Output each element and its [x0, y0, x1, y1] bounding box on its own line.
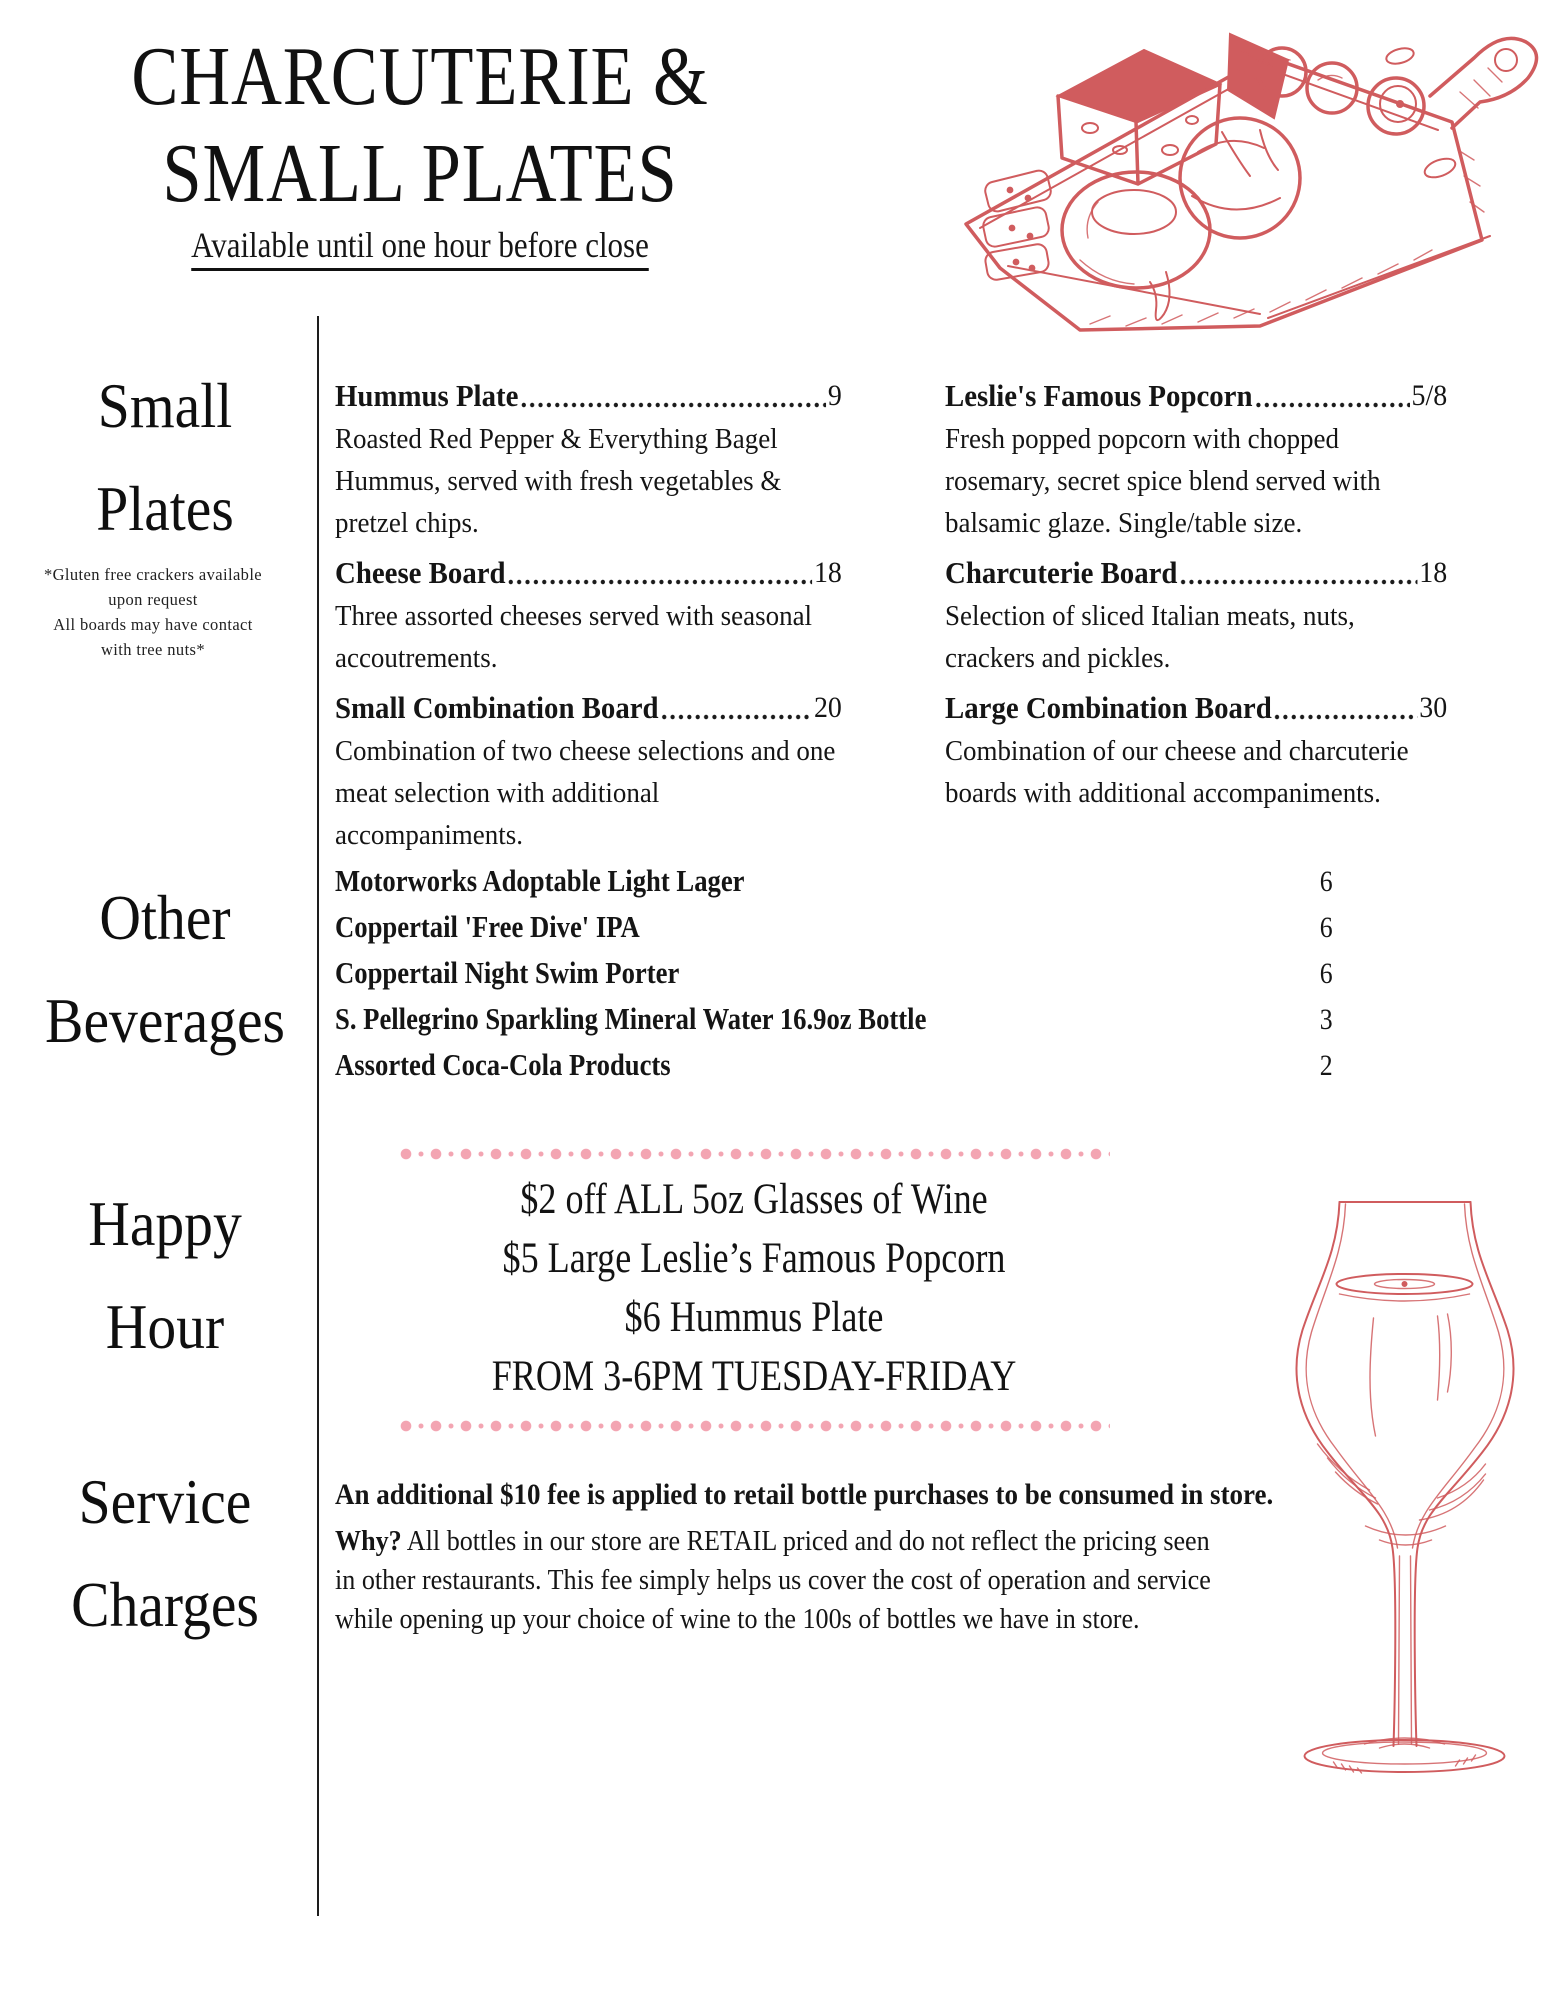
- service-fee-statement: An additional $10 fee is applied to retail bottle purchases to be consumed in store.: [335, 1478, 1274, 1511]
- beverage-price: 2: [1319, 1049, 1333, 1082]
- section-label-service-charges: [44, 1450, 287, 1656]
- menu-item-name: Charcuterie Board: [945, 555, 1178, 590]
- menu-item-price: 9: [827, 379, 842, 412]
- vertical-divider: [317, 316, 319, 1916]
- beverage-row: [335, 996, 1333, 1042]
- menu-column-right: [945, 376, 1447, 823]
- menu-item-head: [335, 553, 842, 593]
- menu-item-price: 30: [1419, 691, 1448, 724]
- label-line: Plates: [96, 473, 234, 544]
- beverage-name: Coppertail 'Free Dive' IPA: [335, 909, 640, 944]
- note-line: upon request: [108, 590, 198, 609]
- menu-item-price: 18: [813, 556, 842, 589]
- menu-item-description: Three assorted cheeses served with seasonal accoutrements.: [335, 600, 813, 674]
- menu-item-head: [945, 376, 1447, 416]
- why-label: Why?: [335, 1525, 402, 1557]
- menu-item-description: Roasted Red Pepper & Everything Bagel Hummus, served with fresh vegetables & pretzel chips.: [335, 423, 782, 539]
- service-charges-section: [335, 1472, 1325, 1639]
- beverage-name: Assorted Coca-Cola Products: [335, 1047, 671, 1082]
- menu-item-name: Small Combination Board: [335, 690, 659, 725]
- menu-item-description: Combination of two cheese selections and one meat selection with additional accompaniments.: [335, 735, 836, 851]
- menu-item-name: Hummus Plate: [335, 378, 519, 413]
- menu-item: [335, 553, 842, 679]
- dotted-leader: [661, 713, 812, 721]
- charcuterie-board-illustration: [930, 0, 1545, 335]
- dotted-leader: [1275, 713, 1418, 721]
- title-line-1: CHARCUTERIE &: [131, 30, 709, 123]
- dotted-divider-top: [398, 1146, 1110, 1162]
- menu-item: [945, 553, 1447, 679]
- wine-glass-illustration: [1286, 1196, 1524, 1796]
- page-title: [109, 28, 731, 222]
- section-label-other-beverages: [44, 866, 287, 1072]
- label-line: Hour: [105, 1291, 225, 1362]
- availability-text: Available until one hour before close: [191, 225, 649, 271]
- menu-item-name: Large Combination Board: [945, 690, 1272, 725]
- menu-item: [945, 688, 1447, 814]
- beverage-row: [335, 858, 1333, 904]
- menu-item: [335, 376, 842, 544]
- beverage-row: [335, 1042, 1333, 1088]
- note-line: All boards may have contact: [53, 615, 253, 634]
- menu-item-head: [945, 553, 1447, 593]
- happy-hour-panel: [398, 1146, 1110, 1434]
- beverage-row: [335, 950, 1333, 996]
- beverage-price: 6: [1319, 957, 1333, 990]
- section-label-small-plates: [44, 354, 287, 560]
- label-line: Small: [97, 370, 233, 441]
- note-line: *Gluten free crackers available: [43, 565, 263, 584]
- menu-item: [945, 376, 1447, 544]
- happy-hour-line: $5 Large Leslie’s Famous Popcorn: [502, 1235, 1006, 1282]
- beverage-list: [335, 858, 1333, 1088]
- allergen-note: [26, 562, 280, 662]
- availability-subtitle: [102, 224, 738, 266]
- menu-item-description: Fresh popped popcorn with chopped rosemary, secret spice blend served with balsamic glaze. Single/table size.: [945, 423, 1381, 539]
- menu-item-price: 20: [813, 691, 842, 724]
- menu-item: [335, 688, 842, 856]
- beverage-name: S. Pellegrino Sparkling Mineral Water 16.9oz Bottle: [335, 1001, 927, 1036]
- label-line: Service: [78, 1466, 252, 1537]
- menu-item-name: Cheese Board: [335, 555, 506, 590]
- happy-hour-line: $6 Hummus Plate: [624, 1294, 884, 1341]
- beverage-price: 6: [1319, 911, 1333, 944]
- dotted-leader: [521, 401, 826, 409]
- dotted-divider-bottom: [398, 1418, 1110, 1434]
- menu-item-head: [945, 688, 1447, 728]
- menu-item-head: [335, 376, 842, 416]
- dotted-leader: [1180, 578, 1417, 586]
- label-line: Happy: [88, 1188, 242, 1259]
- service-fee-explanation: [335, 1522, 1325, 1639]
- title-line-2: SMALL PLATES: [162, 127, 678, 220]
- menu-item-head: [335, 688, 842, 728]
- label-line: Charges: [71, 1569, 259, 1640]
- happy-hour-line: FROM 3-6PM TUESDAY-FRIDAY: [491, 1353, 1017, 1400]
- menu-column-left: [335, 376, 842, 865]
- dotted-leader: [508, 578, 812, 586]
- beverage-name: Motorworks Adoptable Light Lager: [335, 863, 745, 898]
- label-line: Other: [99, 882, 231, 953]
- menu-item-name: Leslie's Famous Popcorn: [945, 378, 1253, 413]
- beverage-name: Coppertail Night Swim Porter: [335, 955, 680, 990]
- note-line: with tree nuts*: [100, 640, 206, 659]
- section-label-happy-hour: [44, 1172, 287, 1378]
- beverage-price: 3: [1319, 1003, 1333, 1036]
- happy-hour-line: $2 off ALL 5oz Glasses of Wine: [520, 1176, 988, 1223]
- happy-hour-offers: [455, 1162, 1053, 1418]
- menu-item-price: 5/8: [1411, 379, 1448, 412]
- menu-item-description: Combination of our cheese and charcuterie boards with additional accompaniments.: [945, 735, 1409, 809]
- menu-item-price: 18: [1419, 556, 1448, 589]
- beverage-price: 6: [1319, 865, 1333, 898]
- why-body: All bottles in our store are RETAIL priced and do not reflect the pricing seen in other restaurants. This fee simply helps us cover the cost of operation and service while opening up your choice of wine to the 100s of bottles we have in store.: [335, 1525, 1211, 1635]
- label-line: Beverages: [45, 985, 285, 1056]
- menu-item-description: Selection of sliced Italian meats, nuts, crackers and pickles.: [945, 600, 1355, 674]
- beverage-row: [335, 904, 1333, 950]
- dotted-leader: [1255, 401, 1409, 409]
